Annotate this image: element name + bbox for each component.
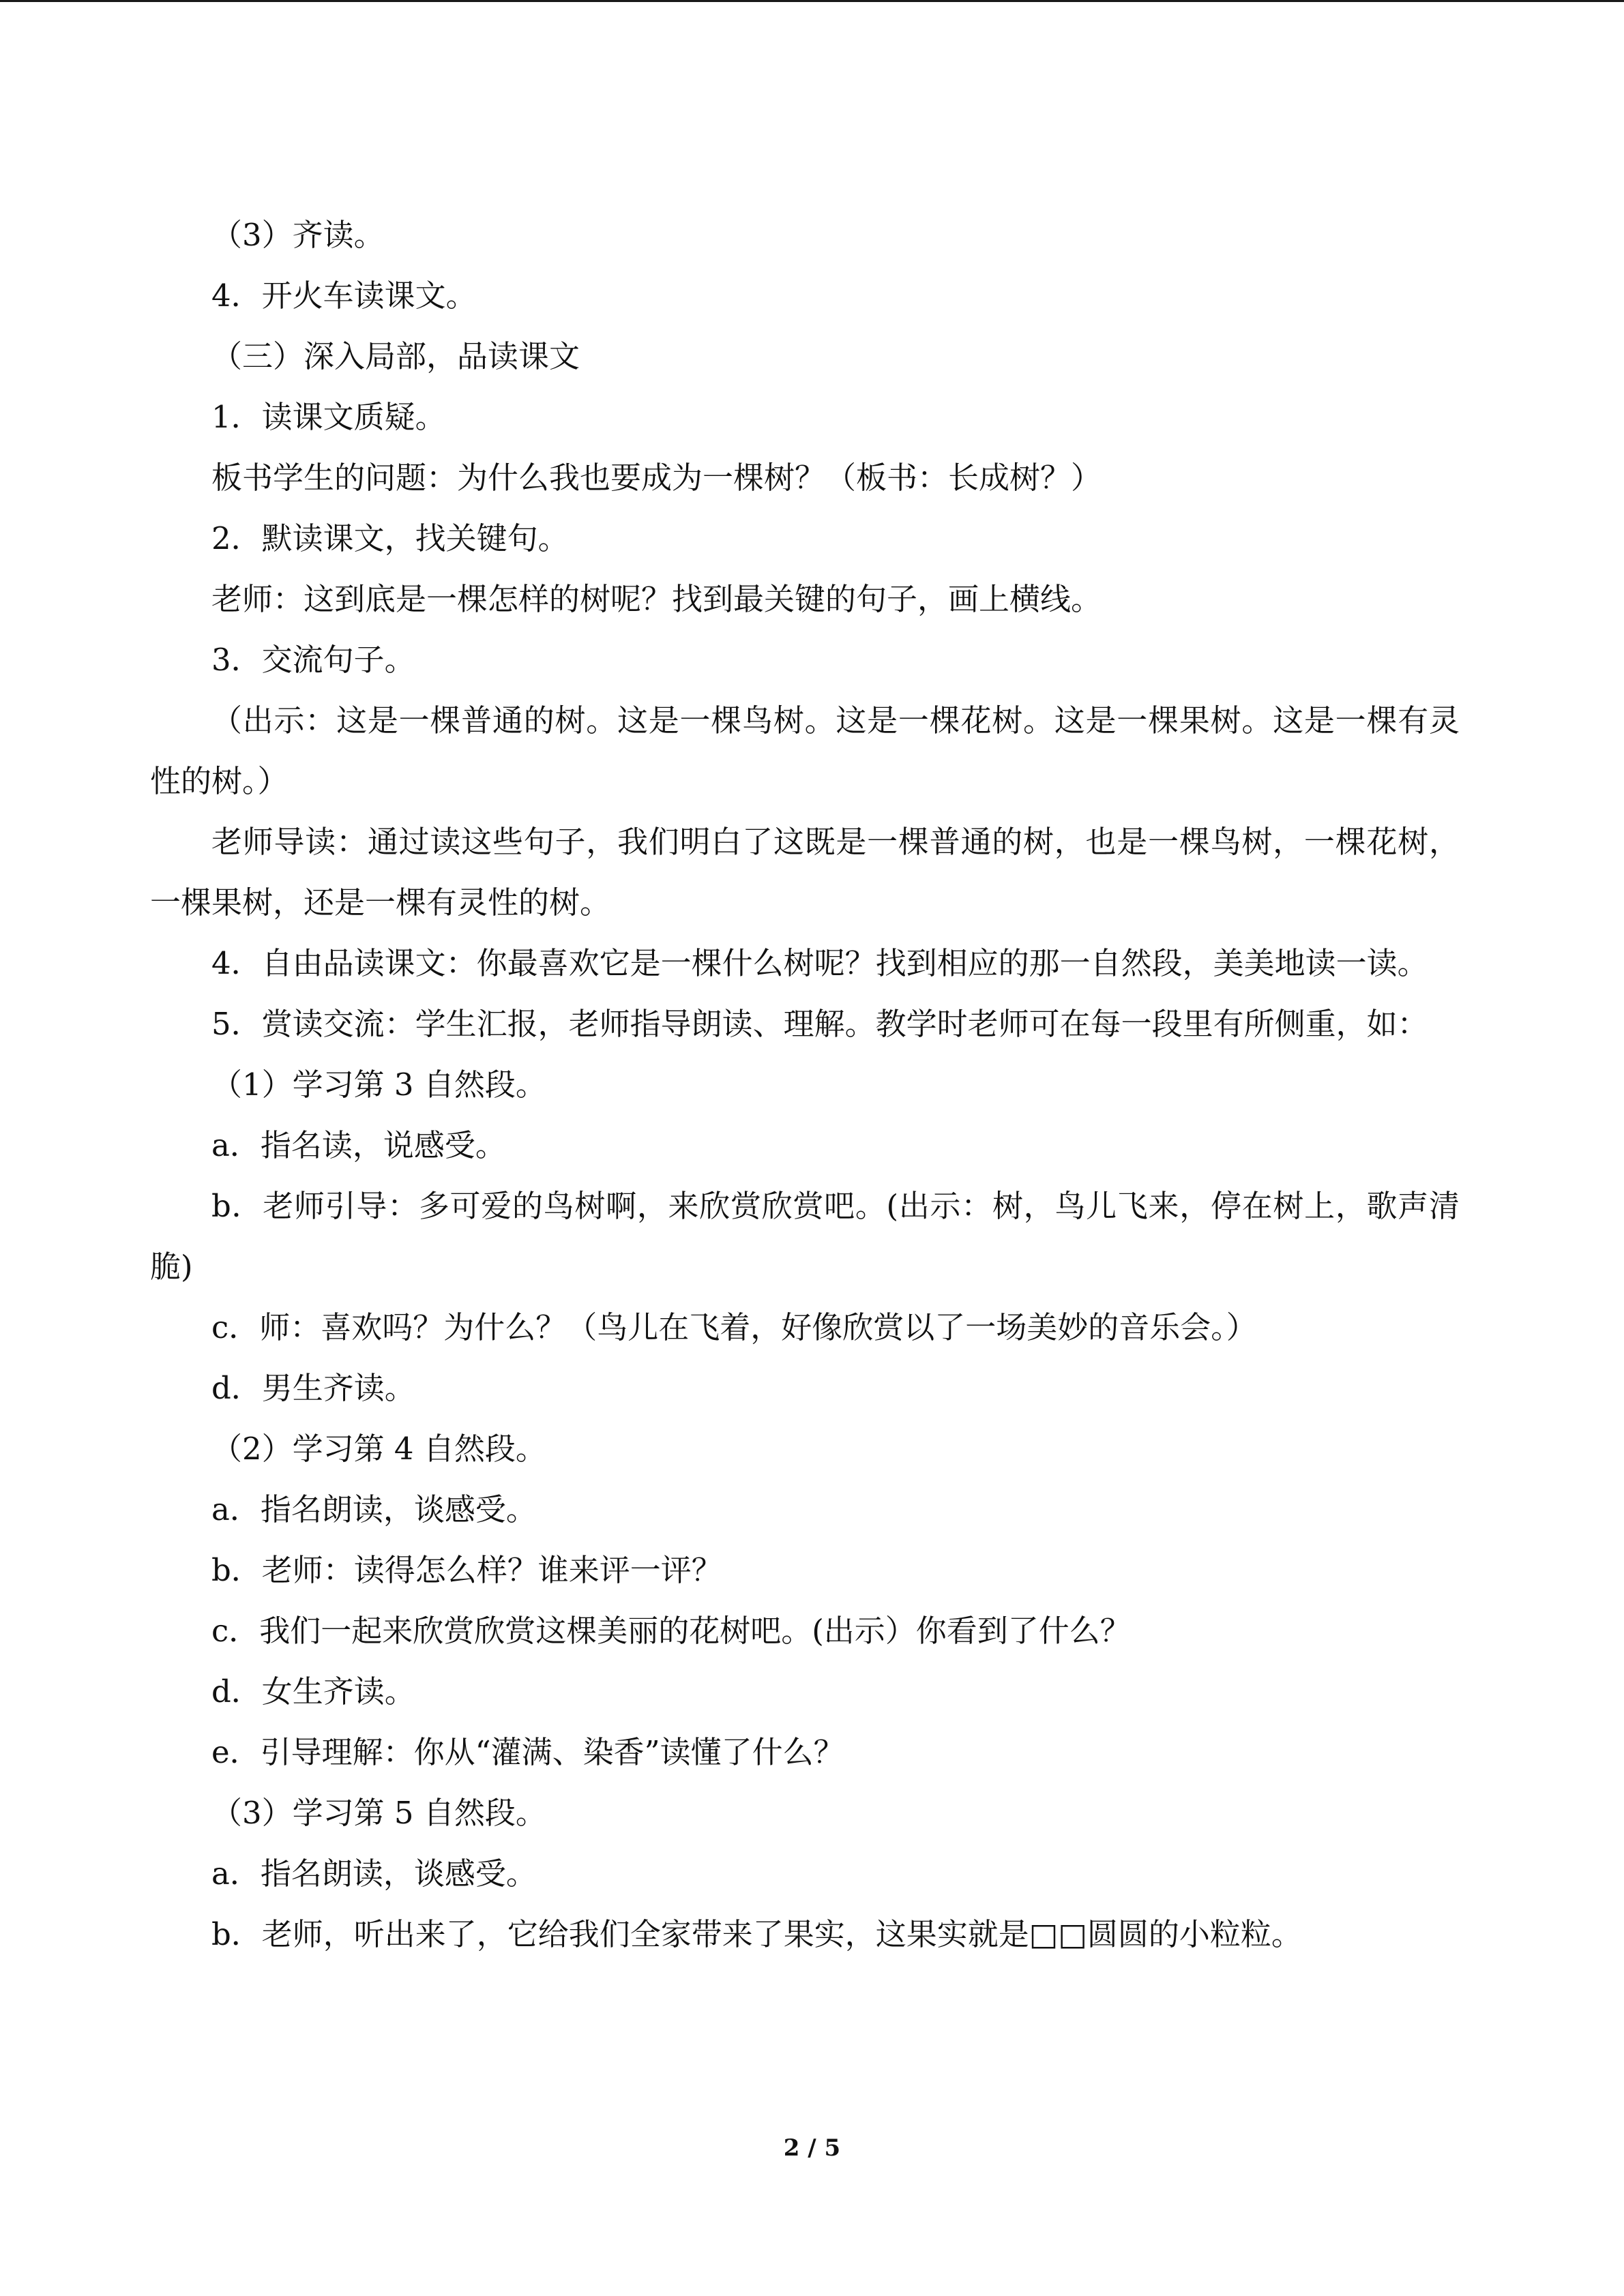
paragraph: 1．读课文质疑。 <box>211 399 446 435</box>
paragraph: d．男生齐读。 <box>211 1370 415 1406</box>
paragraph: e．引导理解：你从“灌满、染香”读懂了什么？ <box>211 1734 844 1770</box>
paragraph: 5．赏读交流：学生汇报，老师指导朗读、理解。教学时老师可在每一段里有所侧重，如： <box>211 1006 1428 1042</box>
paragraph: c．我们一起来欣赏欣赏这棵美丽的花树吧。(出示）你看到了什么？ <box>211 1613 1131 1649</box>
top-border-line <box>0 0 1624 2</box>
paragraph: a．指名朗读，谈感受。 <box>211 1855 537 1892</box>
paragraph: b．老师：读得怎么样？谁来评一评？ <box>211 1552 722 1588</box>
paragraph: b．老师引导：多可爱的鸟树啊，来欣赏欣赏吧。(出示：树，鸟儿飞来，停在树上，歌声清脆) <box>150 1188 1460 1285</box>
paragraph: （1）学习第 3 自然段。 <box>211 1067 546 1103</box>
document-body <box>150 205 1460 1965</box>
paragraph: d．女生齐读。 <box>211 1673 415 1710</box>
paragraph: b．老师，听出来了，它给我们全家带来了果实，这果实就是□□圆圆的小粒粒。 <box>211 1916 1302 1952</box>
paragraph: 3．交流句子。 <box>211 642 415 678</box>
paragraph: 老师导读：通过读这些句子，我们明白了这既是一棵普通的树，也是一棵鸟树，一棵花树，一棵果树，还是一棵有灵性的树。 <box>150 824 1460 921</box>
page-number: 2 / 5 <box>783 2134 841 2162</box>
paragraph: （出示：这是一棵普通的树。这是一棵鸟树。这是一棵花树。这是一棵果树。这是一棵有灵性的树。） <box>150 702 1460 799</box>
paragraph: 4．开火车读课文。 <box>211 278 477 314</box>
paragraph: c．师：喜欢吗？为什么？（鸟儿在飞着，好像欣赏以了一场美妙的音乐会。） <box>211 1309 1257 1345</box>
paragraph: a．指名读，说感受。 <box>211 1127 506 1163</box>
section-heading: （三）深入局部，品读课文 <box>211 338 580 374</box>
paragraph: 4．自由品读课文：你最喜欢它是一棵什么树呢？找到相应的那一自然段，美美地读一读。 <box>211 945 1428 981</box>
paragraph: （3）齐读。 <box>211 217 385 253</box>
paragraph: 老师：这到底是一棵怎样的树呢？找到最关键的句子，画上横线。 <box>211 581 1102 617</box>
paragraph: a．指名朗读，谈感受。 <box>211 1491 537 1527</box>
paragraph: （2）学习第 4 自然段。 <box>211 1431 546 1467</box>
paragraph: 2．默读课文，找关键句。 <box>211 520 569 556</box>
paragraph: （3）学习第 5 自然段。 <box>211 1795 546 1831</box>
paragraph: 板书学生的问题：为什么我也要成为一棵树？（板书：长成树？） <box>211 460 1102 496</box>
